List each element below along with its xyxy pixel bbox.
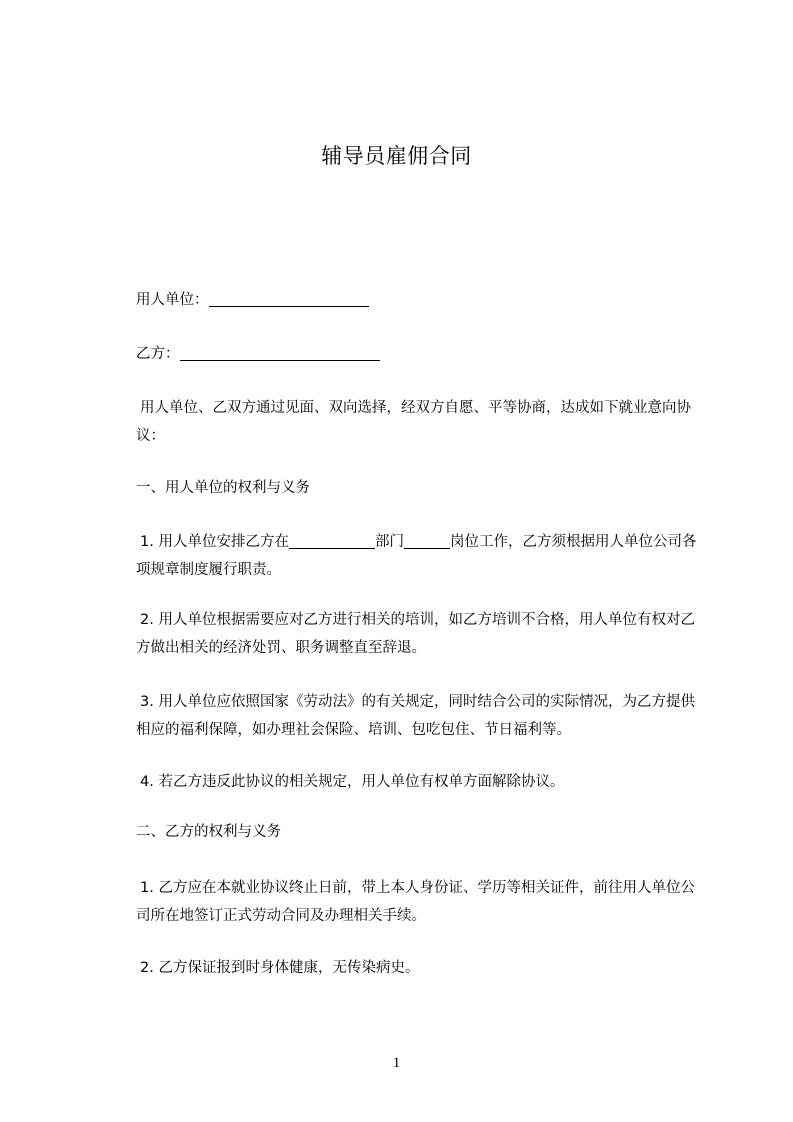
page-number: 1 [392,1055,401,1071]
section2-clause2 [136,954,706,982]
section2-heading: 二、乙方的权利与义务 [136,824,281,840]
clause-text: 3. 用人单位应依照国家《劳动法》的有关规定，同时结合公司的实际情况，为乙方提供相应的福利保障，如办理社会保险、培训、包吃包住、节日福利等。 [136,694,695,738]
intro-text: 用人单位、乙双方通过见面、双向选择，经双方自愿、平等协商，达成如下就业意向协议： [136,400,691,444]
position-blank[interactable] [404,532,450,549]
contract-title: 辅导员雇佣合同 [321,144,472,168]
clause-text: 4. 若乙方违反此协议的相关规定，用人单位有权单方面解除协议。 [140,774,565,790]
party-b-field [136,340,706,368]
department-blank[interactable] [289,532,375,549]
employer-blank[interactable] [209,290,369,307]
party-b-label: 乙方： [136,346,180,362]
clause1-suffix: 岗位工作，乙方须根据用人单位公司各项规章制度履行职责。 [136,534,697,578]
employer-field [136,286,706,314]
section1-clause1 [136,528,706,584]
party-b-blank[interactable] [180,344,380,361]
section1-clause3 [136,688,706,744]
clause1-mid: 部门 [374,534,404,550]
employer-label: 用人单位： [136,292,209,308]
section1-clause4 [136,768,706,796]
clause-text: 2. 乙方保证报到时身体健康，无传染病史。 [140,960,420,976]
clause-text: 2. 用人单位根据需要应对乙方进行相关的培训，如乙方培训不合格，用人单位有权对乙方做出相关的经济处罚、职务调整直至辞退。 [136,612,695,656]
clause1-prefix: 1. 用人单位安排乙方在 [140,534,289,550]
clause-text: 1. 乙方应在本就业协议终止日前，带上本人身份证、学历等相关证件，前往用人单位公司所在地签订正式劳动合同及办理相关手续。 [136,880,695,924]
section1-heading: 一、用人单位的权利与义务 [136,480,310,496]
clause-text [136,528,706,584]
intro-paragraph [136,394,706,450]
section2-clause1 [136,874,706,930]
section1-clause2 [136,606,706,662]
